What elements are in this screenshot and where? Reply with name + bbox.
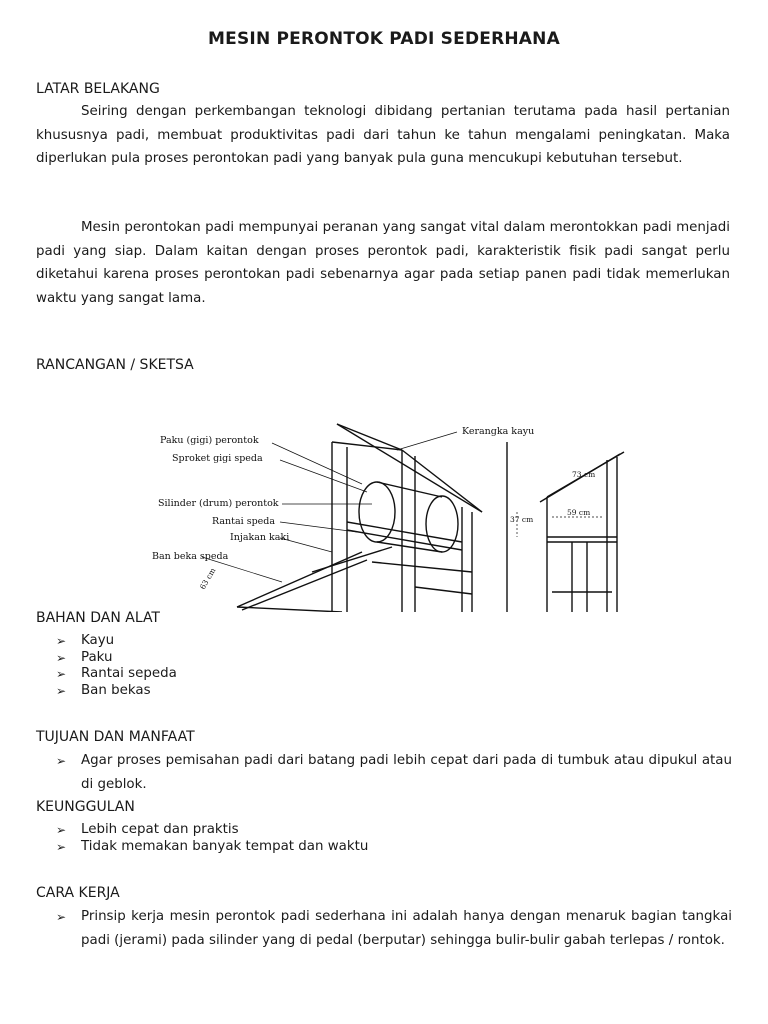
list-item: ➢ Ban bekas: [56, 682, 151, 698]
label-dim-59: 59 cm: [567, 508, 591, 517]
paragraph-latar-1: Seiring dengan perkembangan teknologi dibidang pertanian terutama pada hasil pertanian khususnya padi, membuat produktivitas padi dari tahun ke tahun mengalami peningkatan. Maka diperlukan pula proses perontokan padi yang banyak pula guna mencukupi kebutuhan tersebut.: [36, 104, 730, 167]
list-item: ➢ Lebih cepat dan praktis: [56, 822, 239, 837]
arrow-bullet-icon: ➢: [56, 839, 67, 854]
label-rantai: Rantai speda: [212, 516, 276, 527]
label-kerangka: Kerangka kayu: [462, 426, 535, 437]
list-item: ➢ Paku: [56, 649, 113, 665]
list-item: ➢ Tidak memakan banyak tempat dan waktu: [56, 838, 369, 854]
heading-latar-belakang: LATAR BELAKANG: [36, 81, 160, 97]
arrow-bullet-icon: ➢: [56, 634, 67, 648]
arrow-bullet-icon: ➢: [56, 650, 67, 665]
label-ban-bekas: Ban beka speda: [152, 551, 229, 562]
arrow-bullet-icon: ➢: [56, 754, 67, 768]
label-paku-perontok: Paku (gigi) perontok: [160, 435, 259, 446]
machine-sketch: [132, 412, 630, 612]
page-title: MESIN PERONTOK PADI SEDERHANA: [208, 29, 560, 49]
list-bahan: [56, 633, 732, 699]
arrow-bullet-icon: ➢: [56, 683, 67, 698]
label-dim-73: 73 cm: [572, 470, 596, 479]
label-sproket: Sproket gigi speda: [172, 453, 263, 464]
heading-rancangan: RANCANGAN / SKETSA: [36, 357, 194, 373]
heading-tujuan: TUJUAN DAN MANFAAT: [36, 729, 195, 745]
list-tujuan: [56, 749, 732, 797]
list-item: ➢ Agar proses pemisahan padi dari batang padi lebih cepat dari pada di tumbuk atau dipukul atau di geblok.: [56, 749, 732, 797]
list-item: ➢ Kayu: [56, 633, 115, 648]
heading-cara-kerja: CARA KERJA: [36, 885, 120, 901]
label-silinder: Silinder (drum) perontok: [158, 498, 279, 509]
list-item: ➢ Rantai sepeda: [56, 666, 177, 682]
heading-keunggulan: KEUNGGULAN: [36, 799, 135, 815]
paragraph-latar-2: Mesin perontokan padi mempunyai peranan yang sangat vital dalam merontokkan padi menjadi padi yang siap. Dalam kaitan dengan proses perontok padi, karakteristik fisik padi sangat perlu diketahui karena proses perontokan padi sebenarnya agar pada setiap panen padi tidak memerlukan waktu yang sangat lama.: [36, 220, 730, 307]
label-injakan: Injakan kaki: [230, 532, 290, 543]
list-keunggulan: [56, 822, 732, 855]
arrow-bullet-icon: ➢: [56, 667, 67, 682]
list-cara-kerja: [56, 905, 732, 953]
label-dim-63: 63 cm: [197, 566, 218, 591]
heading-bahan: BAHAN DAN ALAT: [36, 610, 160, 626]
label-dim-37: 37 cm: [510, 515, 534, 524]
arrow-bullet-icon: ➢: [56, 823, 67, 837]
list-item: ➢ Prinsip kerja mesin perontok padi sederhana ini adalah hanya dengan menaruk bagian tangkai padi (jerami) pada silinder yang di pedal (berputar) sehingga bulir-bulir gabah terlepas / rontok.: [56, 905, 732, 953]
arrow-bullet-icon: ➢: [56, 910, 67, 924]
